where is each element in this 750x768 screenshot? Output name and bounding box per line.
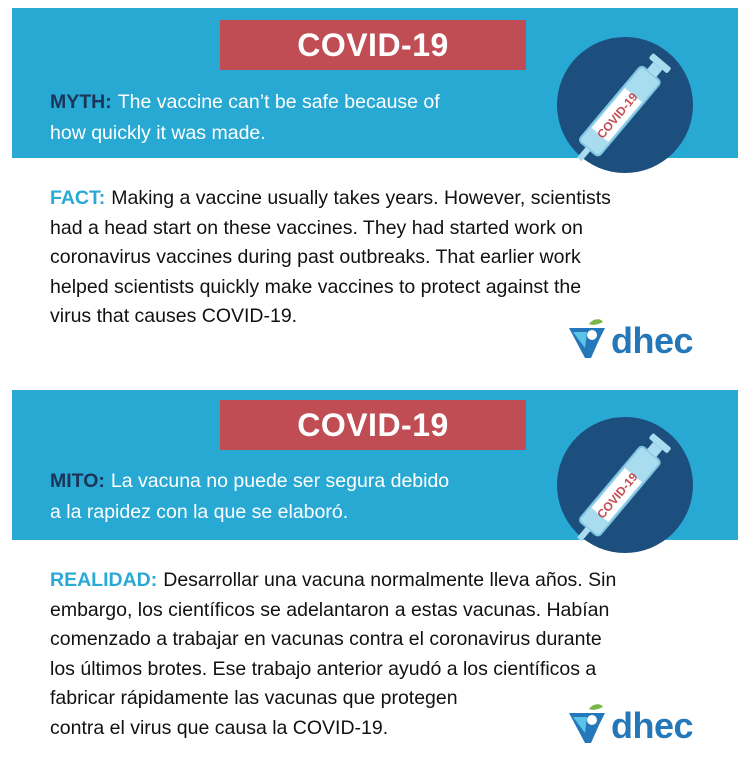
vaccine-syringe-badge: [550, 410, 700, 560]
myth-line: how quickly it was made.: [50, 122, 266, 144]
english-myth: [50, 87, 520, 149]
mito-line: La vacuna no puede ser segura debido: [110, 470, 450, 492]
dhec-logo: [565, 318, 715, 368]
vaccine-syringe-badge: [550, 30, 700, 180]
dhec-logo-mark-icon: [565, 703, 611, 749]
spanish-myth: [50, 466, 520, 528]
mito-line: a la rapidez con la que se elaboró.: [50, 501, 349, 523]
spanish-title: COVID-19: [220, 400, 526, 450]
dhec-logo-mark-icon: [565, 318, 611, 364]
dhec-logo-text: dhec: [611, 320, 694, 361]
realidad-line: comenzado a trabajar en vacunas contra el coronavirus durante: [50, 628, 602, 650]
mito-label: MITO:: [50, 470, 105, 492]
english-title: COVID-19: [220, 20, 526, 70]
dhec-logo: [565, 703, 715, 753]
realidad-label: REALIDAD:: [50, 569, 158, 591]
fact-label: FACT:: [50, 187, 106, 209]
fact-line: coronavirus vaccines during past outbreaks. That earlier work: [50, 246, 581, 268]
myth-label: MYTH:: [50, 91, 112, 113]
realidad-line: contra el virus que causa la COVID-19.: [50, 716, 389, 739]
syringe-label: COVID-19: [594, 469, 641, 522]
fact-line: helped scientists quickly make vaccines to protect against the: [50, 275, 582, 298]
fact-line: virus that causes COVID-19.: [50, 305, 298, 327]
fact-line: had a head start on these vaccines. They had started work on: [50, 216, 583, 239]
syringe-label: COVID-19: [594, 89, 641, 142]
fact-line: FACT: Making a vaccine usually takes years. However, scientists: [50, 187, 611, 209]
english-fact: [50, 184, 700, 332]
dhec-logo-text: dhec: [611, 705, 694, 746]
realidad-line: embargo, los científicos se adelantaron a estas vacunas. Habían: [50, 598, 610, 621]
myth-line: The vaccine can’t be safe because of: [117, 91, 440, 113]
realidad-line: REALIDAD: Desarrollar una vacuna normalmente lleva años. Sin: [50, 569, 617, 591]
realidad-line: fabricar rápidamente las vacunas que protegen: [50, 687, 458, 709]
realidad-line: los últimos brotes. Ese trabajo anterior ayudó a los científicos a: [50, 657, 597, 680]
